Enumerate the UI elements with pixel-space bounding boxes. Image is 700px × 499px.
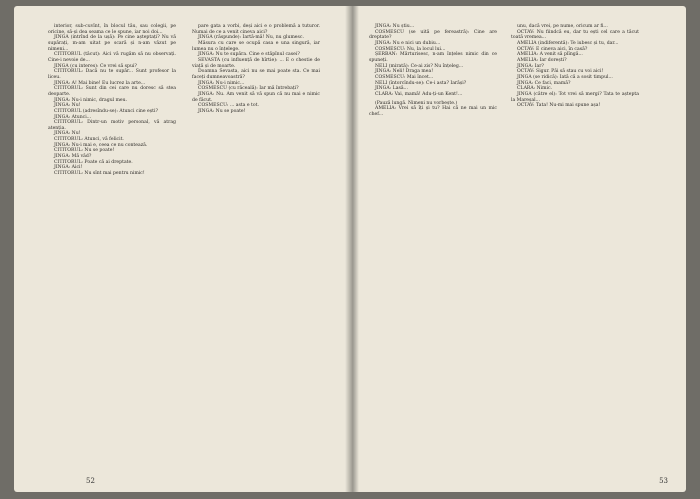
left-page-column-1 [48, 24, 176, 177]
page-number-right: 53 [659, 477, 668, 485]
paragraph: OCTAV: Nu fiindcă eu, dar tu ești cel care a tăcut toată vremea... [511, 29, 639, 41]
paragraph: CITITORUL: Poate că ai dreptate. [54, 159, 133, 165]
left-page [14, 6, 351, 492]
paragraph: unu, dacă vrei, pe nume, oricum ar fi... [517, 24, 608, 29]
paragraph: JINGA: Atunci... [54, 114, 92, 120]
paragraph: JINGA: Nu se poate! [198, 108, 246, 114]
paragraph: JINGA (se ridică): Iată că a sosit timpul... [517, 74, 613, 80]
paragraph: JINGA (cu interes): Ce vrei să spui? [54, 63, 137, 69]
paragraph: Măsura cu care se ocupă casa e una singură, iar lumea nu o înțelege. [192, 40, 320, 52]
paragraph: CLARA: Nimic. [517, 86, 553, 92]
paragraph: JINGA: Iar? [517, 63, 544, 69]
paragraph: Doamna Sevasta, aici nu se mai poate sta. Ce mai faceți dumneavoastră? [192, 69, 320, 80]
paragraph: JINGA: Nu te supăra. Cine e stăpînul casei? [198, 52, 300, 58]
paragraph: AMELIA: Iar dorești? [517, 57, 567, 63]
paragraph: COSMESCU: ... asta e tot. [198, 103, 259, 109]
paragraph: JINGA: Lasă... [375, 86, 408, 92]
paragraph: OCTAV: Sigur. Păi să stau cu voi aici! [517, 69, 604, 75]
paragraph: (Pauză lungă. Nimeni nu vorbește.) [375, 100, 458, 106]
paragraph: JINGA (intrînd de la ușă): Pe cine așteptați? Nu vă supărați, m-am uitat pe scară și n-am văzut pe nimeni... [48, 35, 176, 52]
paragraph: pare gata a vorbi, deși aici e o problemă a tuturor. Numai de ce a venit cineva aici? [192, 24, 320, 35]
paragraph: OCTAV: E cineva aici, în casă? [517, 46, 588, 52]
paragraph: JINGA: Mă văd? [54, 154, 92, 160]
left-page-column-2 [192, 24, 320, 115]
paragraph: COSMESCU: Nu, la locul lui... [375, 46, 446, 52]
paragraph: JINGA: Nu-i mai e, ceea ce nu contează. [54, 142, 148, 148]
paragraph: JINGA: Nu. Am venit să vă spun că nu mai e nimic de făcut. [192, 91, 320, 103]
paragraph: CITITORUL (adresîndu-se): Atunci cine ești? [54, 108, 158, 114]
paragraph: CITITORUL: Dintr-un motiv personal, vă atrag atenția. [48, 120, 176, 131]
paragraph: JINGA: Nu! [54, 131, 81, 137]
paragraph: CITITORUL: Nu sînt mai pentru nimic! [54, 171, 145, 177]
paragraph: CITITORUL (tăcut): Aici vă rugăm să nu observați. Cine-i nevoie de... [48, 52, 176, 63]
paragraph: JINGA: Neli! Draga mea! [375, 69, 434, 75]
paragraph: NELI (mirată): Ce-ai zis? Nu înțeleg... [375, 63, 464, 69]
page-number-left: 52 [86, 477, 95, 485]
paragraph: AMELIA: A venit să plîngă... [517, 52, 583, 58]
paragraph: COSMESCU (cu răceală): Iar mă întrebați? [198, 86, 299, 92]
paragraph: interior, sub-cuvînt, în blocul tău, sau colegii, pe oricine, să-și dea seama ce le spune, iar noi doi... [48, 24, 176, 35]
paragraph: CITITORUL: Dacă nu te supăr... Sunt profesor la liceu. [48, 69, 176, 80]
paragraph: ȘERBAN: Mărturisesc, n-am înțeles nimic din ce spuneți. [369, 52, 497, 63]
paragraph: OCTAV: Tata! Nu-mi mai spune așa! [517, 103, 601, 109]
paragraph: JINGA: A! Mai bine! Eu lucrez la arte... [54, 80, 146, 86]
paragraph: CITITORUL: Sunt din cei care nu doresc să stea deoparte. [48, 86, 176, 97]
paragraph: CITITORUL: Atunci, vă felicit. [54, 137, 124, 143]
paragraph: JINGA: Nu! [54, 103, 81, 109]
paragraph: CLARA: Vai, mamă! Adu-ți-un Kent!... [375, 91, 463, 97]
right-page-column-1 [369, 24, 497, 118]
paragraph: JINGA (răspunde): Iartă-mă! Nu, nu glumesc. [198, 35, 304, 41]
paragraph: JINGA (către el): Tot vrei să mergi? Tata te aștepta la Mareșal... [511, 91, 639, 103]
right-page [351, 6, 686, 492]
paragraph: JINGA: Nu-i nimic, dragul meu. [54, 97, 128, 103]
paragraph: SEVASTA (cu influență de hîrtie): ... E o chestie de viață și de moarte. [192, 57, 320, 69]
paragraph: COSMESCU (se uită pe fereastră): Cine are dreptate? [369, 29, 497, 41]
paragraph: JINGA: Nu e nici un dubiu... [375, 40, 441, 46]
paragraph: AMELIA (indiferentă): Te iubesc și tu, dar... [517, 40, 619, 46]
book-spine-gutter [345, 6, 359, 492]
right-page-column-2 [511, 24, 639, 109]
paragraph: NELI (întorcîndu-se): Ce-i asta? Iarăși? [375, 80, 467, 86]
paragraph: JINGA: Nu-i nimic... [198, 80, 245, 86]
paragraph: COSMESCU: Mai încet... [375, 74, 434, 80]
paragraph: JINGA: Ce faci, mamă? [517, 80, 571, 86]
paragraph: JINGA: Nu știu... [375, 24, 415, 29]
paragraph: CITITORUL: Nu se poate! [54, 148, 115, 154]
paragraph: AMELIA: Vrei să îți și tu? Hai că ne mai un mic chef... [369, 106, 497, 117]
paragraph: JINGA: Aici! [54, 165, 83, 171]
